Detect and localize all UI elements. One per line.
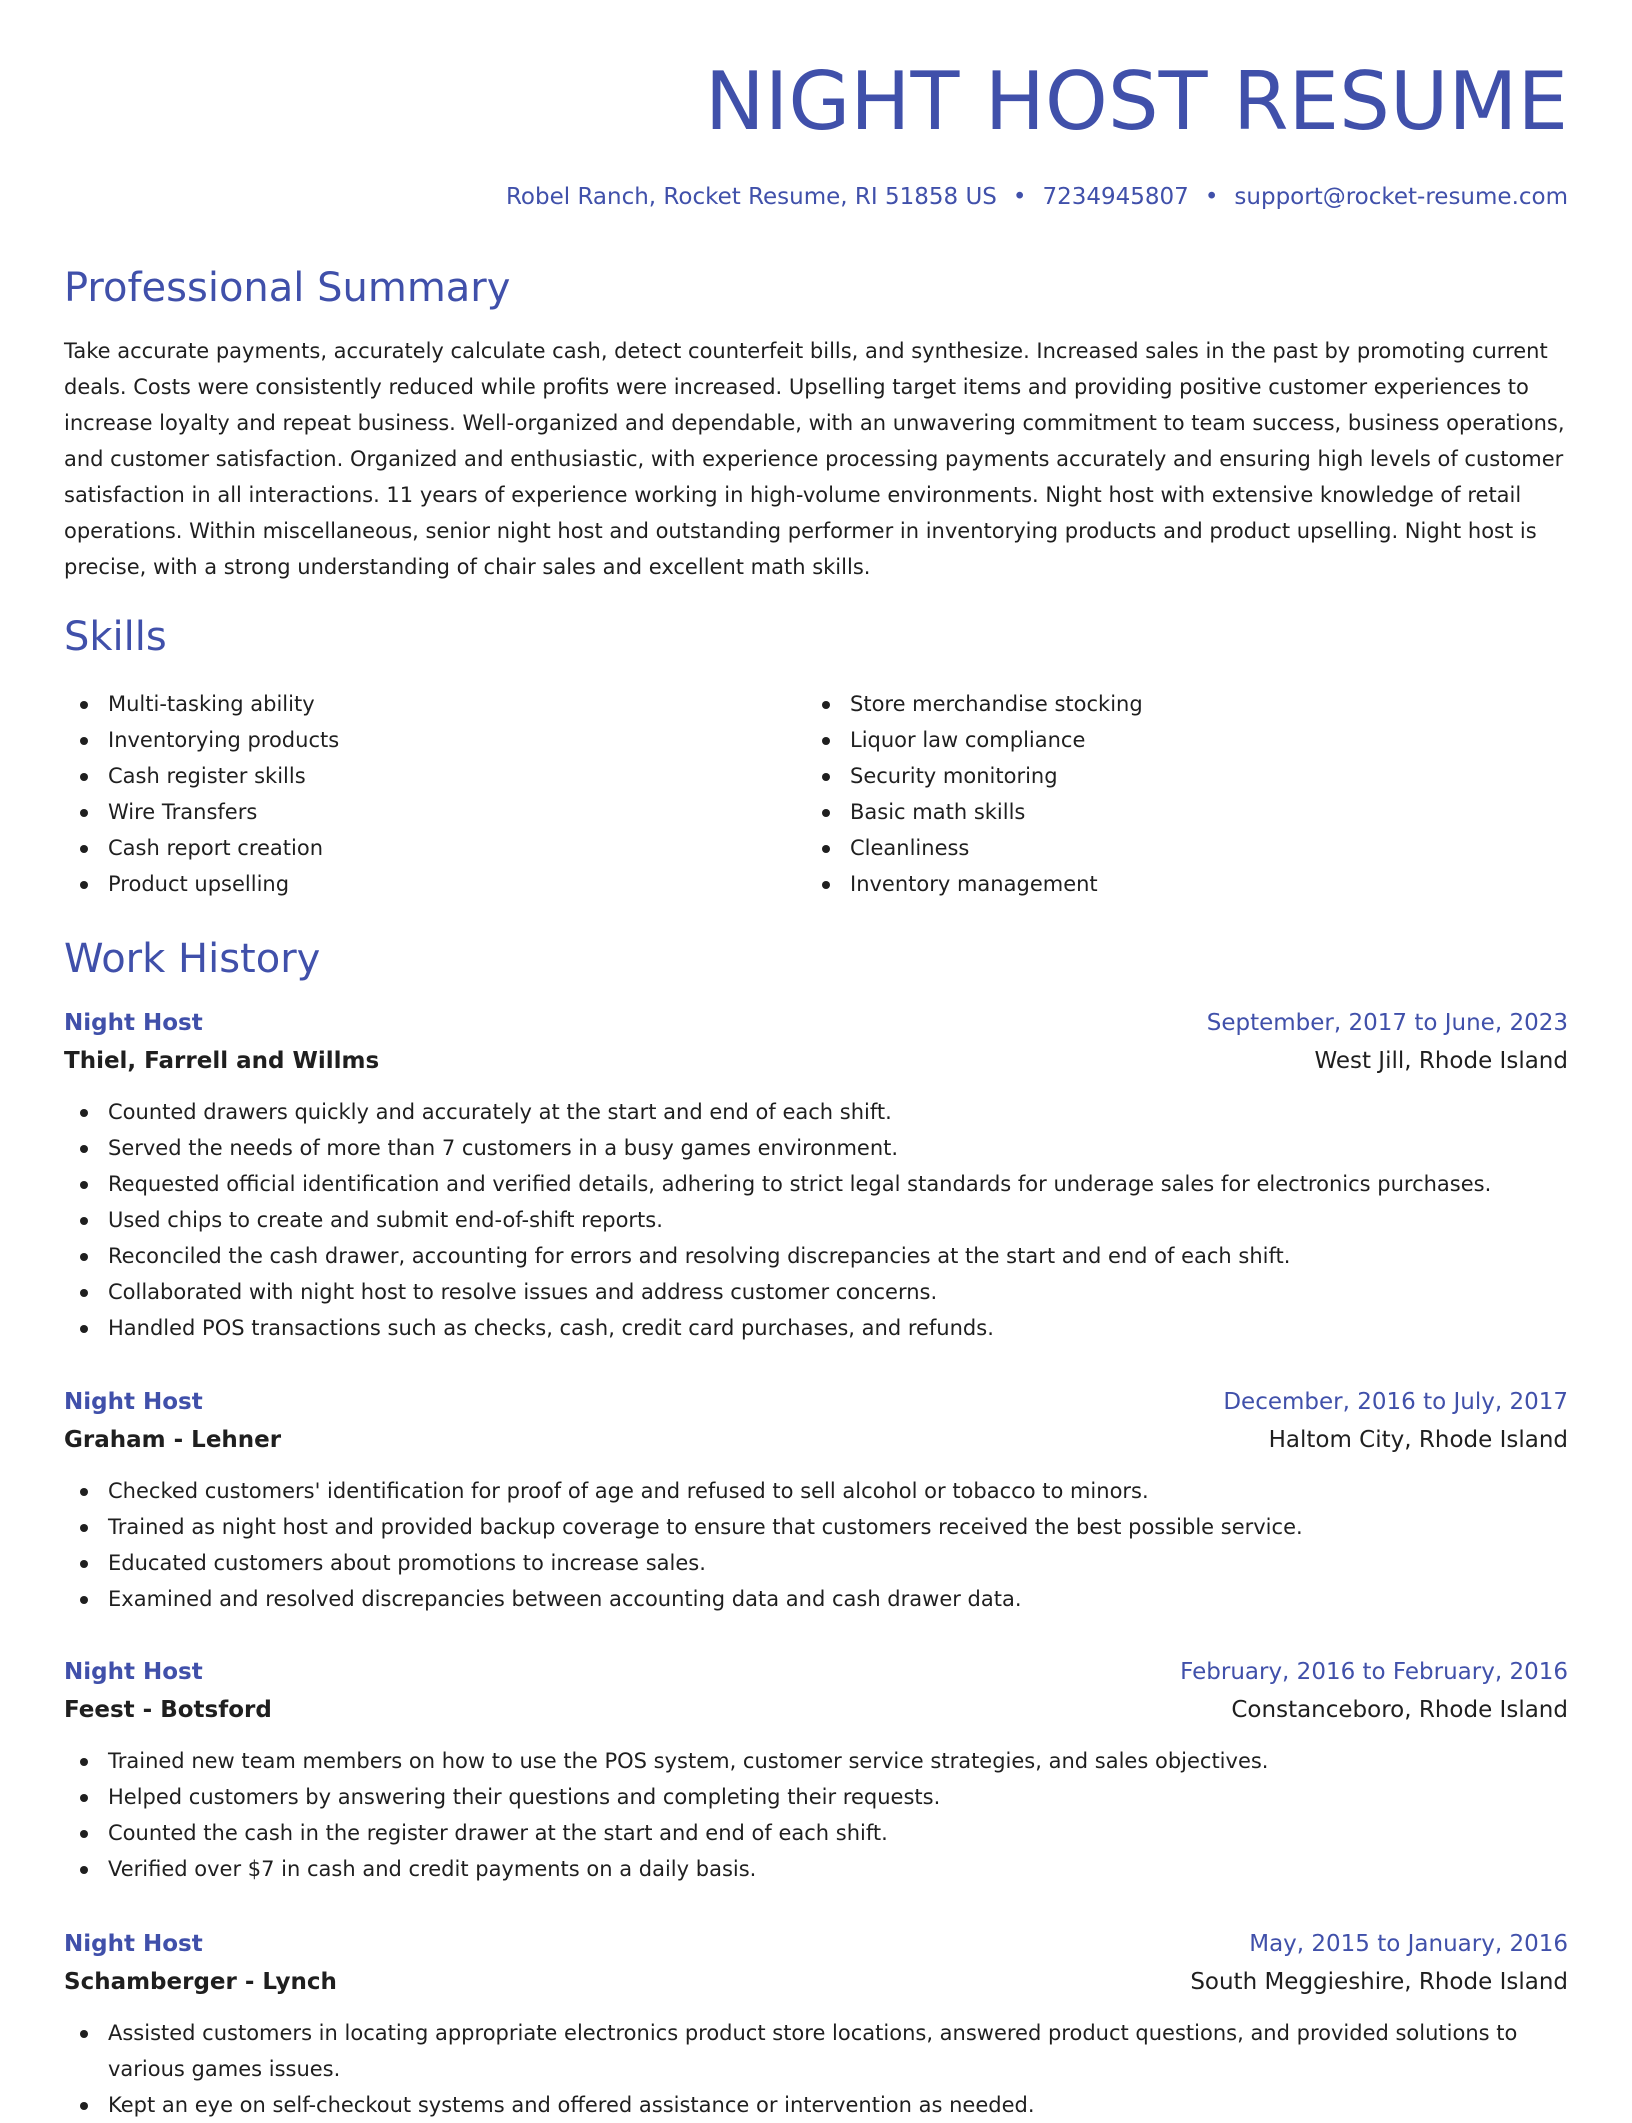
job-company: Schamberger - Lynch (64, 1969, 337, 1995)
job-title: Night Host (64, 1389, 203, 1415)
skills-list-left (64, 686, 804, 902)
job-bullet: Checked customers' identification for proof of age and refused to sell alcohol or tobacco to minors. (64, 1473, 1568, 1509)
summary-text: Take accurate payments, accurately calculate cash, detect counterfeit bills, and synthesize. Increased sales in the past by promoting current deals. Costs were consistently reduced while profits were increased. Upselling target items and providing positive customer experiences to increase loyalty and repeat business. Well-organized and dependable, with an unwavering commitment to team success, business operations, and customer satisfaction. Organized and enthusiastic, with experience processing payments accurately and ensuring high levels of customer satisfaction in all interactions. 11 years of experience working in high-volume environments. Night host with extensive knowledge of retail operations. Within miscellaneous, senior night host and outstanding performer in inventorying products and product upselling. Night host is precise, with a strong understanding of chair sales and excellent math skills. (64, 339, 1565, 579)
job-location: South Meggieshire, Rhode Island (1190, 1969, 1568, 1995)
job-bullet: Requested official identification and verified details, adhering to strict legal standards for underage sales for electronics purchases. (64, 1166, 1568, 1202)
job-entry (64, 1925, 1568, 2123)
job-bullet: Used chips to create and submit end-of-shift reports. (64, 1202, 1568, 1238)
contact-line (506, 180, 1568, 214)
contact-separator: • (1204, 184, 1219, 210)
job-bullets (64, 1743, 1568, 1887)
job-location: Haltom City, Rhode Island (1268, 1427, 1568, 1453)
job-entry (64, 1004, 1568, 1346)
skill-item: Security monitoring (806, 758, 1546, 794)
summary-heading: Professional Summary (64, 265, 511, 311)
skill-item: Liquor law compliance (806, 722, 1546, 758)
contact-address: Robel Ranch, Rocket Resume, RI 51858 US (505, 184, 997, 210)
job-bullet: Trained as night host and provided backup coverage to ensure that customers received the best possible service. (64, 1509, 1568, 1545)
skill-item: Basic math skills (806, 794, 1546, 830)
job-bullet: Counted drawers quickly and accurately at the start and end of each shift. (64, 1094, 1568, 1130)
resume-title: NIGHT HOST RESUME (704, 55, 1568, 148)
job-bullet: Reconciled the cash drawer, accounting for errors and resolving discrepancies at the start and end of each shift. (64, 1238, 1568, 1274)
job-bullet: Trained new team members on how to use the POS system, customer service strategies, and sales objectives. (64, 1743, 1568, 1779)
skill-item: Cleanliness (806, 830, 1546, 866)
skill-item: Cash register skills (64, 758, 804, 794)
job-bullet: Handled POS transactions such as checks, cash, credit card purchases, and refunds. (64, 1310, 1568, 1346)
skill-item: Cash report creation (64, 830, 804, 866)
job-bullets (64, 1473, 1568, 1617)
skill-item: Inventorying products (64, 722, 804, 758)
job-bullet: Collaborated with night host to resolve issues and address customer concerns. (64, 1274, 1568, 1310)
job-bullet: Verified over $7 in cash and credit payments on a daily basis. (64, 1851, 1568, 1887)
job-entry (64, 1653, 1568, 1887)
job-dates: December, 2016 to July, 2017 (1223, 1389, 1568, 1415)
contact-phone: 7234945807 (1042, 184, 1189, 210)
job-bullet: Helped customers by answering their questions and completing their requests. (64, 1779, 1568, 1815)
skill-item: Product upselling (64, 866, 804, 902)
skills-heading: Skills (64, 614, 167, 660)
job-bullet: Assisted customers in locating appropriate electronics product store locations, answered product questions, and provided solutions to various games issues. (64, 2015, 1568, 2087)
job-bullets (64, 1094, 1568, 1346)
job-title: Night Host (64, 1931, 203, 1957)
job-company: Graham - Lehner (64, 1427, 282, 1453)
job-title: Night Host (64, 1010, 203, 1036)
job-location: West Jill, Rhode Island (1314, 1048, 1568, 1074)
skill-item: Store merchandise stocking (806, 686, 1546, 722)
job-bullet: Counted the cash in the register drawer at the start and end of each shift. (64, 1815, 1568, 1851)
job-bullet: Kept an eye on self-checkout systems and offered assistance or intervention as needed. (64, 2087, 1568, 2123)
work-history-heading: Work History (64, 936, 321, 982)
contact-separator: • (1012, 184, 1027, 210)
job-dates: February, 2016 to February, 2016 (1180, 1659, 1568, 1685)
skills-list-right (806, 686, 1546, 902)
skill-item: Inventory management (806, 866, 1546, 902)
job-bullets (64, 2015, 1568, 2123)
job-company: Feest - Botsford (64, 1697, 272, 1723)
job-bullet: Served the needs of more than 7 customers in a busy games environment. (64, 1130, 1568, 1166)
job-title: Night Host (64, 1659, 203, 1685)
contact-email[interactable]: support@rocket-resume.com (1234, 184, 1568, 210)
skill-item: Wire Transfers (64, 794, 804, 830)
job-dates: September, 2017 to June, 2023 (1206, 1010, 1568, 1036)
job-bullet: Educated customers about promotions to increase sales. (64, 1545, 1568, 1581)
job-location: Constanceboro, Rhode Island (1231, 1697, 1568, 1723)
skill-item: Multi-tasking ability (64, 686, 804, 722)
job-company: Thiel, Farrell and Willms (64, 1048, 380, 1074)
job-entry (64, 1383, 1568, 1617)
job-dates: May, 2015 to January, 2016 (1249, 1931, 1568, 1957)
job-bullet: Examined and resolved discrepancies between accounting data and cash drawer data. (64, 1581, 1568, 1617)
